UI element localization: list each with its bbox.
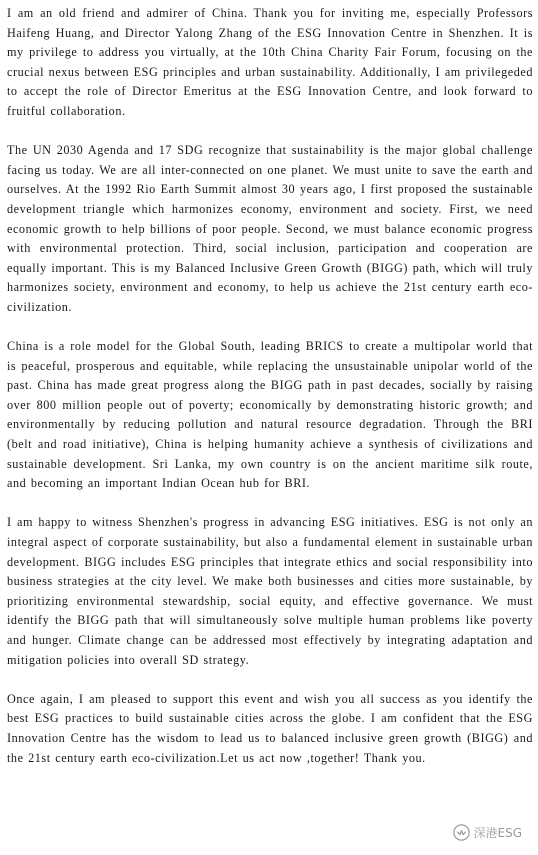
letter-body bbox=[7, 4, 533, 768]
paragraph-5: Once again, I am pleased to support this event and wish you all success as you identify the best ESG practices to build sustainable cities across the globe. I am confident that the ESG Innovation Centre has the wisdom to lead us to balanced inclusive green growth (BIGG) and the 21st century earth eco-civilization.Let us act now ,together! Thank you. bbox=[7, 691, 533, 765]
paragraph-3: China is a role model for the Global South, leading BRICS to create a multipolar world that is peaceful, prosperous and equitable, while replacing the unsustainable unipolar world of the past. China has made great progress along the BIGG path in past decades, socially by raising over 800 million people out of poverty; economically by demonstrating historic growth; and environmentally by reducing pollution and natural resource degradation. Through the BRI (belt and road initiative), China is helping humanity achieve a synthesis of civilizations and sustainable development. Sri Lanka, my own country is on the ancient maritime silk route, and becoming an important Indian Ocean hub for BRI. bbox=[7, 339, 533, 491]
wechat-channel-icon bbox=[453, 824, 470, 841]
paragraph-4: I am happy to witness Shenzhen's progress in advancing ESG initiatives. ESG is not only an integral aspect of corporate sustainability, but also a fundamental element in sustainable urban development. BIGG includes ESG principles that integrate ethics and social responsibility into business strategies at the city level. We make both businesses and cities more sustainable, by prioritizing environmental stewardship, social equity, and effective governance. We must identify the BIGG path that will simultaneously solve multiple human problems like poverty and hunger. Climate change can be addressed most effectively by integrating adaptation and mitigation policies into overall SD strategy. bbox=[7, 515, 533, 667]
watermark-text: 深港ESG bbox=[473, 825, 522, 840]
watermark bbox=[451, 824, 525, 841]
paragraph-2: The UN 2030 Agenda and 17 SDG recognize that sustainability is the major global challenge facing us today. We are all inter-connected on one planet. We must unite to save the earth and ourselves. At the 1992 Rio Earth Summit almost 30 years ago, I first proposed the sustainable development triangle which harmonizes economy, environment and society. First, we need economic growth to help billions of poor people. Second, we must balance economic progress with environmental protection. Third, social inclusion, participation and cooperation are equally important. This is my Balanced Inclusive Green Growth (BIGG) path, which will truly harmonizes society, environment and economy, to help us achieve the 21st century earth eco-civilization. bbox=[7, 143, 533, 314]
paragraph-1: I am an old friend and admirer of China. Thank you for inviting me, especially Professors Haifeng Huang, and Director Yalong Zhang of the ESG Innovation Centre in Shenzhen. It is my privilege to address you virtually, at the 10th China Charity Fair Forum, focusing on the crucial nexus between ESG principles and urban sustainability. Additionally, I am privilegeded to accept the role of Director Emeritus at the ESG Innovation Centre, and look forward to fruitful collaboration. bbox=[7, 6, 533, 118]
